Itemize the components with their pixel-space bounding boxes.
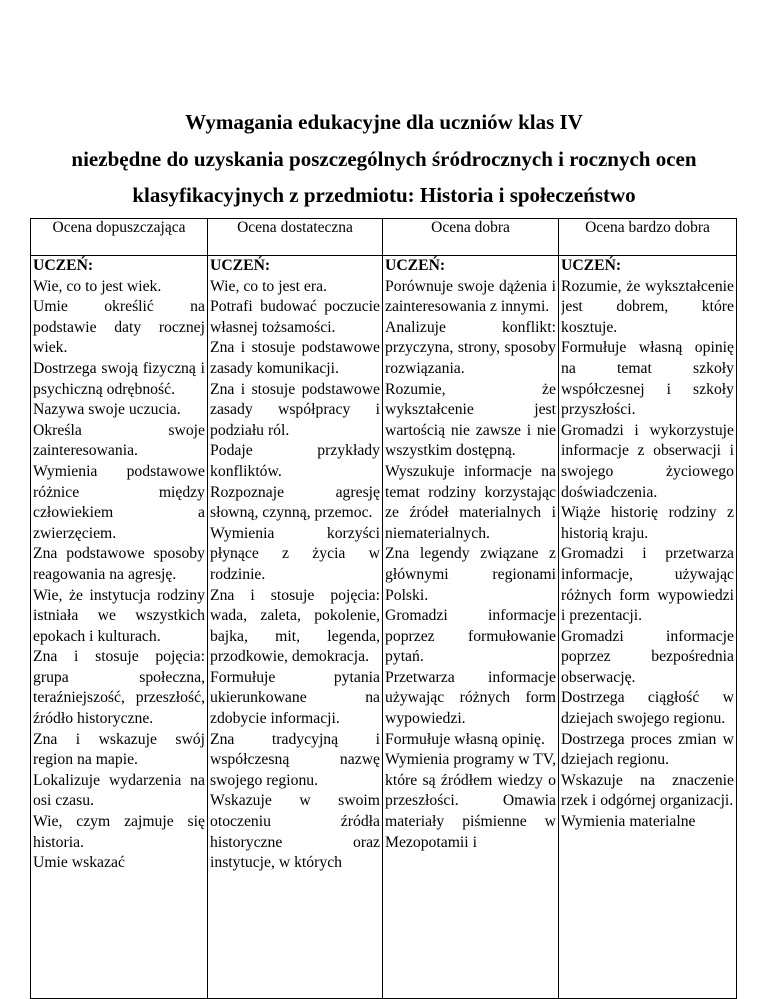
requirement-item: Wyszukuje informacje na temat rodziny korzystając ze źródeł materialnych i niematerialnych.: [385, 462, 556, 542]
requirement-item: Formułuje pytania ukierunkowane na zdobycie informacji.: [210, 668, 380, 728]
requirement-item: Nazywa swoje uczucia.: [33, 401, 181, 419]
column-satisfactory: [208, 256, 383, 999]
requirement-item: Formułuje własną opinię.: [385, 730, 545, 748]
requirement-item: Wskazuje w swoim otoczeniu źródła historyczne oraz instytucje, w których: [210, 792, 380, 872]
requirement-item: Wie, co to jest era.: [210, 277, 327, 295]
requirement-item: Porównuje swoje dążenia i zainteresowania z innymi.: [385, 277, 556, 316]
column-heading-uczen: UCZEŃ:: [561, 257, 622, 274]
requirement-item: Gromadzi i wykorzystuje informacje z obserwacji i swojego życiowego doświadczenia.: [561, 421, 734, 501]
column-very-good: [559, 256, 737, 999]
requirement-item: Wie, co to jest wiek.: [33, 277, 162, 295]
requirement-item: Umie wskazać: [33, 854, 125, 872]
column-sufficient: [31, 256, 208, 999]
column-good: [383, 256, 559, 999]
requirement-item: Lokalizuje wydarzenia na osi czasu.: [33, 771, 205, 810]
requirement-item: Dostrzega proces zmian w dziejach regionu.: [561, 730, 734, 769]
requirement-item: Zna podstawowe sposoby reagowania na agresję.: [33, 545, 205, 583]
document-title-line-2: niezbędne do uzyskania poszczególnych śródrocznych i rocznych ocen: [71, 147, 697, 171]
document-title-line-3: klasyfikacyjnych z przedmiotu: Historia i społeczeństwo: [132, 183, 636, 207]
requirement-item: Zna i stosuje pojęcia: grupa społeczna, teraźniejszość, przeszłość, źródło historyczne.: [33, 648, 205, 728]
header-grade-satisfactory: Ocena dostateczna: [208, 219, 383, 256]
requirement-item: Umie określić na podstawie daty rocznej wiek.: [33, 298, 205, 357]
requirement-item: Wiąże historię rodziny z historią kraju.: [561, 504, 734, 542]
requirement-item: Zna tradycyjną i współczesną nazwę swojego regionu.: [210, 730, 380, 789]
requirement-item: Wie, czym zajmuje się historia.: [33, 813, 205, 851]
requirement-item: Podaje przykłady konfliktów.: [210, 442, 380, 480]
requirement-item: Gromadzi informacje poprzez bezpośrednia obserwację.: [561, 627, 734, 686]
requirement-item: Wskazuje na znaczenie rzek i odgórnej organizacji.: [561, 771, 734, 810]
requirement-item: Gromadzi informacje poprzez formułowanie pytań.: [385, 607, 556, 666]
column-heading-uczen: UCZEŃ:: [385, 257, 446, 274]
header-grade-sufficient: Ocena dopuszczająca: [31, 219, 208, 256]
requirement-item: Zna i stosuje podstawowe zasady współpracy i podziału ról.: [210, 380, 380, 439]
requirement-item: Zna i stosuje podstawowe zasady komunikacji.: [210, 339, 380, 377]
column-heading-uczen: UCZEŃ:: [210, 257, 271, 274]
requirement-item: Wie, że instytucja rodziny istniała we wszystkich epokach i kulturach.: [33, 586, 205, 645]
requirement-item: Wymienia programy w TV, które są źródłem wiedzy o przeszłości. Omawia materiały piśmienne w Mezopotamii i: [385, 751, 556, 851]
document-title-line-1: Wymagania edukacyjne dla uczniów klas IV: [185, 110, 583, 134]
table-content-row: [31, 256, 737, 999]
requirement-item: Rozumie, że wykształcenie jest wartością nie zawsze i nie wszystkim dostępną.: [385, 380, 556, 460]
header-grade-very-good: Ocena bardzo dobra: [559, 219, 737, 256]
requirement-item: Rozumie, że wykształcenie jest dobrem, które kosztuje.: [561, 277, 734, 336]
requirement-item: Dostrzega ciągłość w dziejach swojego regionu.: [561, 689, 734, 728]
requirement-item: Analizuje konflikt: przyczyna, strony, sposoby rozwiązania.: [385, 318, 556, 377]
column-heading-uczen: UCZEŃ:: [33, 257, 94, 274]
requirement-item: Formułuje własną opinię na temat szkoły współczesnej i szkoły przyszłości.: [561, 339, 734, 419]
table-header-row: [31, 219, 737, 256]
requirement-item: Gromadzi i przetwarza informacje, używając różnych form wypowiedzi i prezentacji.: [561, 545, 734, 625]
requirement-item: Określa swoje zainteresowania.: [33, 421, 205, 460]
requirement-item: Wymienia materialne: [561, 813, 696, 831]
requirements-table: [30, 218, 737, 999]
requirement-item: Zna i wskazuje swój region na mapie.: [33, 730, 205, 769]
requirement-item: Rozpoznaje agresję słowną, czynną, przemoc.: [210, 483, 380, 522]
header-grade-good: Ocena dobra: [383, 219, 559, 256]
requirement-item: Zna legendy związane z głównymi regionami Polski.: [385, 545, 556, 604]
requirement-item: Zna i stosuje pojęcia: wada, zaleta, pokolenie, bajka, mit, legenda, przodkowie, demokracja.: [210, 586, 380, 666]
requirement-item: Potrafi budować poczucie własnej tożsamości.: [210, 298, 380, 336]
requirement-item: Przetwarza informacje używając różnych form wypowiedzi.: [385, 668, 556, 728]
requirement-item: Wymienia korzyści płynące z życia w rodzinie.: [210, 524, 380, 583]
requirement-item: Wymienia podstawowe różnice między człowiekiem a zwierzęciem.: [33, 462, 205, 542]
requirement-item: Dostrzega swoją fizyczną i psychiczną odrębność.: [33, 359, 205, 398]
